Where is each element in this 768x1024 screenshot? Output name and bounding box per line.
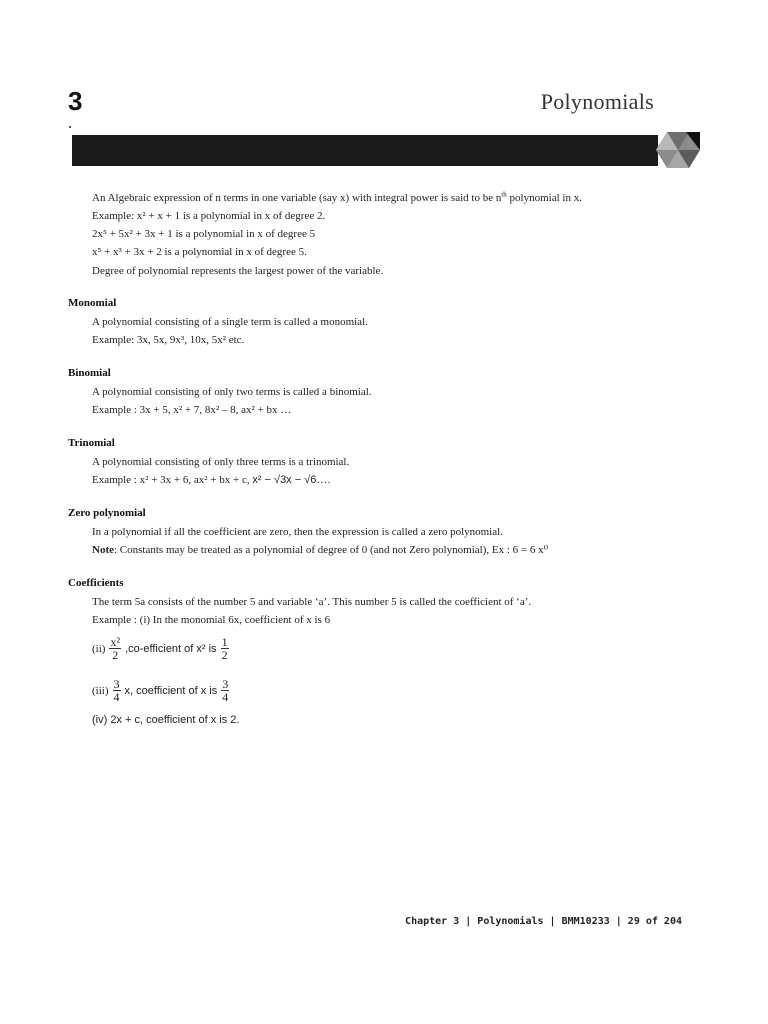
trinomial-example: Example : x² + 3x + 6, ax² + bx + c, x² − √3x − √6…. — [92, 474, 331, 486]
page-footer: Chapter 3 | Polynomials | BMM10233 | 29 of 204 — [405, 916, 682, 927]
coefficient-example-ii: (ii) $\frac{\text{x²}}{2}$ ,co-efficient of x² is $\frac{1}{2}$ — [92, 635, 228, 662]
monomial-heading: Monomial — [68, 297, 117, 309]
coefficients-heading: Coefficients — [68, 577, 124, 589]
binomial-definition: A polynomial consisting of only two terms is called a binomial. — [92, 386, 372, 398]
monomial-example: Example: 3x, 5x, 9x³, 10x, 5x² etc. — [92, 334, 245, 346]
coefficient-example-iii: (iii) $\frac{3}{4}$ x, coefficient of x is $\frac{3}{4}$ — [92, 677, 229, 704]
binomial-example: Example : 3x + 5, x² + 7, 8x² – 8, ax² + bx … — [92, 404, 292, 416]
zero-polynomial-note: Note: Constants may be treated as a polynomial of degree of 0 (and not Zero polynomial), Ex : 6 = 6 x⁰ — [92, 544, 549, 556]
intro-definition: An Algebraic expression of n terms in one variable (say x) with integral power is said to be $n^{th}$ polynomial in x. — [92, 190, 582, 204]
header-mark — [69, 126, 71, 128]
degree-note: Degree of polynomial represents the largest power of the variable. — [92, 265, 384, 277]
coefficient-example-iv: (iv) 2x + c, coefficient of x is 2. — [92, 714, 240, 726]
zero-polynomial-heading: Zero polynomial — [68, 507, 146, 519]
chapter-title: Polynomials — [540, 89, 654, 114]
zero-polynomial-definition: In a polynomial if all the coefficient are zero, then the expression is called a zero polynomial. — [92, 526, 503, 538]
intro-example-3: x⁵ + x³ + 3x + 2 is a polynomial in x of degree 5. — [92, 246, 307, 258]
binomial-heading: Binomial — [68, 367, 111, 379]
chapter-banner-bar — [72, 135, 658, 166]
chapter-number: 3 — [68, 86, 83, 116]
coefficient-example-i: Example : (i) In the monomial 6x, coefficient of x is 6 — [92, 614, 331, 626]
trinomial-definition: A polynomial consisting of only three terms is a trinomial. — [92, 456, 350, 468]
intro-example-2: 2x⁵ + 5x² + 3x + 1 is a polynomial in x of degree 5 — [92, 228, 316, 240]
fraction: $\frac{\text{x²}}{2}$ — [110, 635, 121, 662]
monomial-definition: A polynomial consisting of a single term is called a monomial. — [92, 316, 368, 328]
trinomial-heading: Trinomial — [68, 437, 115, 449]
intro-example-1: Example: x² + x + 1 is a polynomial in x of degree 2. — [92, 210, 326, 222]
hexagon-logo-icon — [656, 130, 700, 170]
fraction: $\frac{3}{4}$ — [222, 677, 229, 704]
fraction: $\frac{1}{2}$ — [221, 635, 228, 662]
fraction: $\frac{3}{4}$ — [113, 677, 120, 704]
coefficients-definition: The term 5a consists of the number 5 and variable ‘a’. This number 5 is called the coefficient of ‘a’. — [92, 596, 532, 608]
